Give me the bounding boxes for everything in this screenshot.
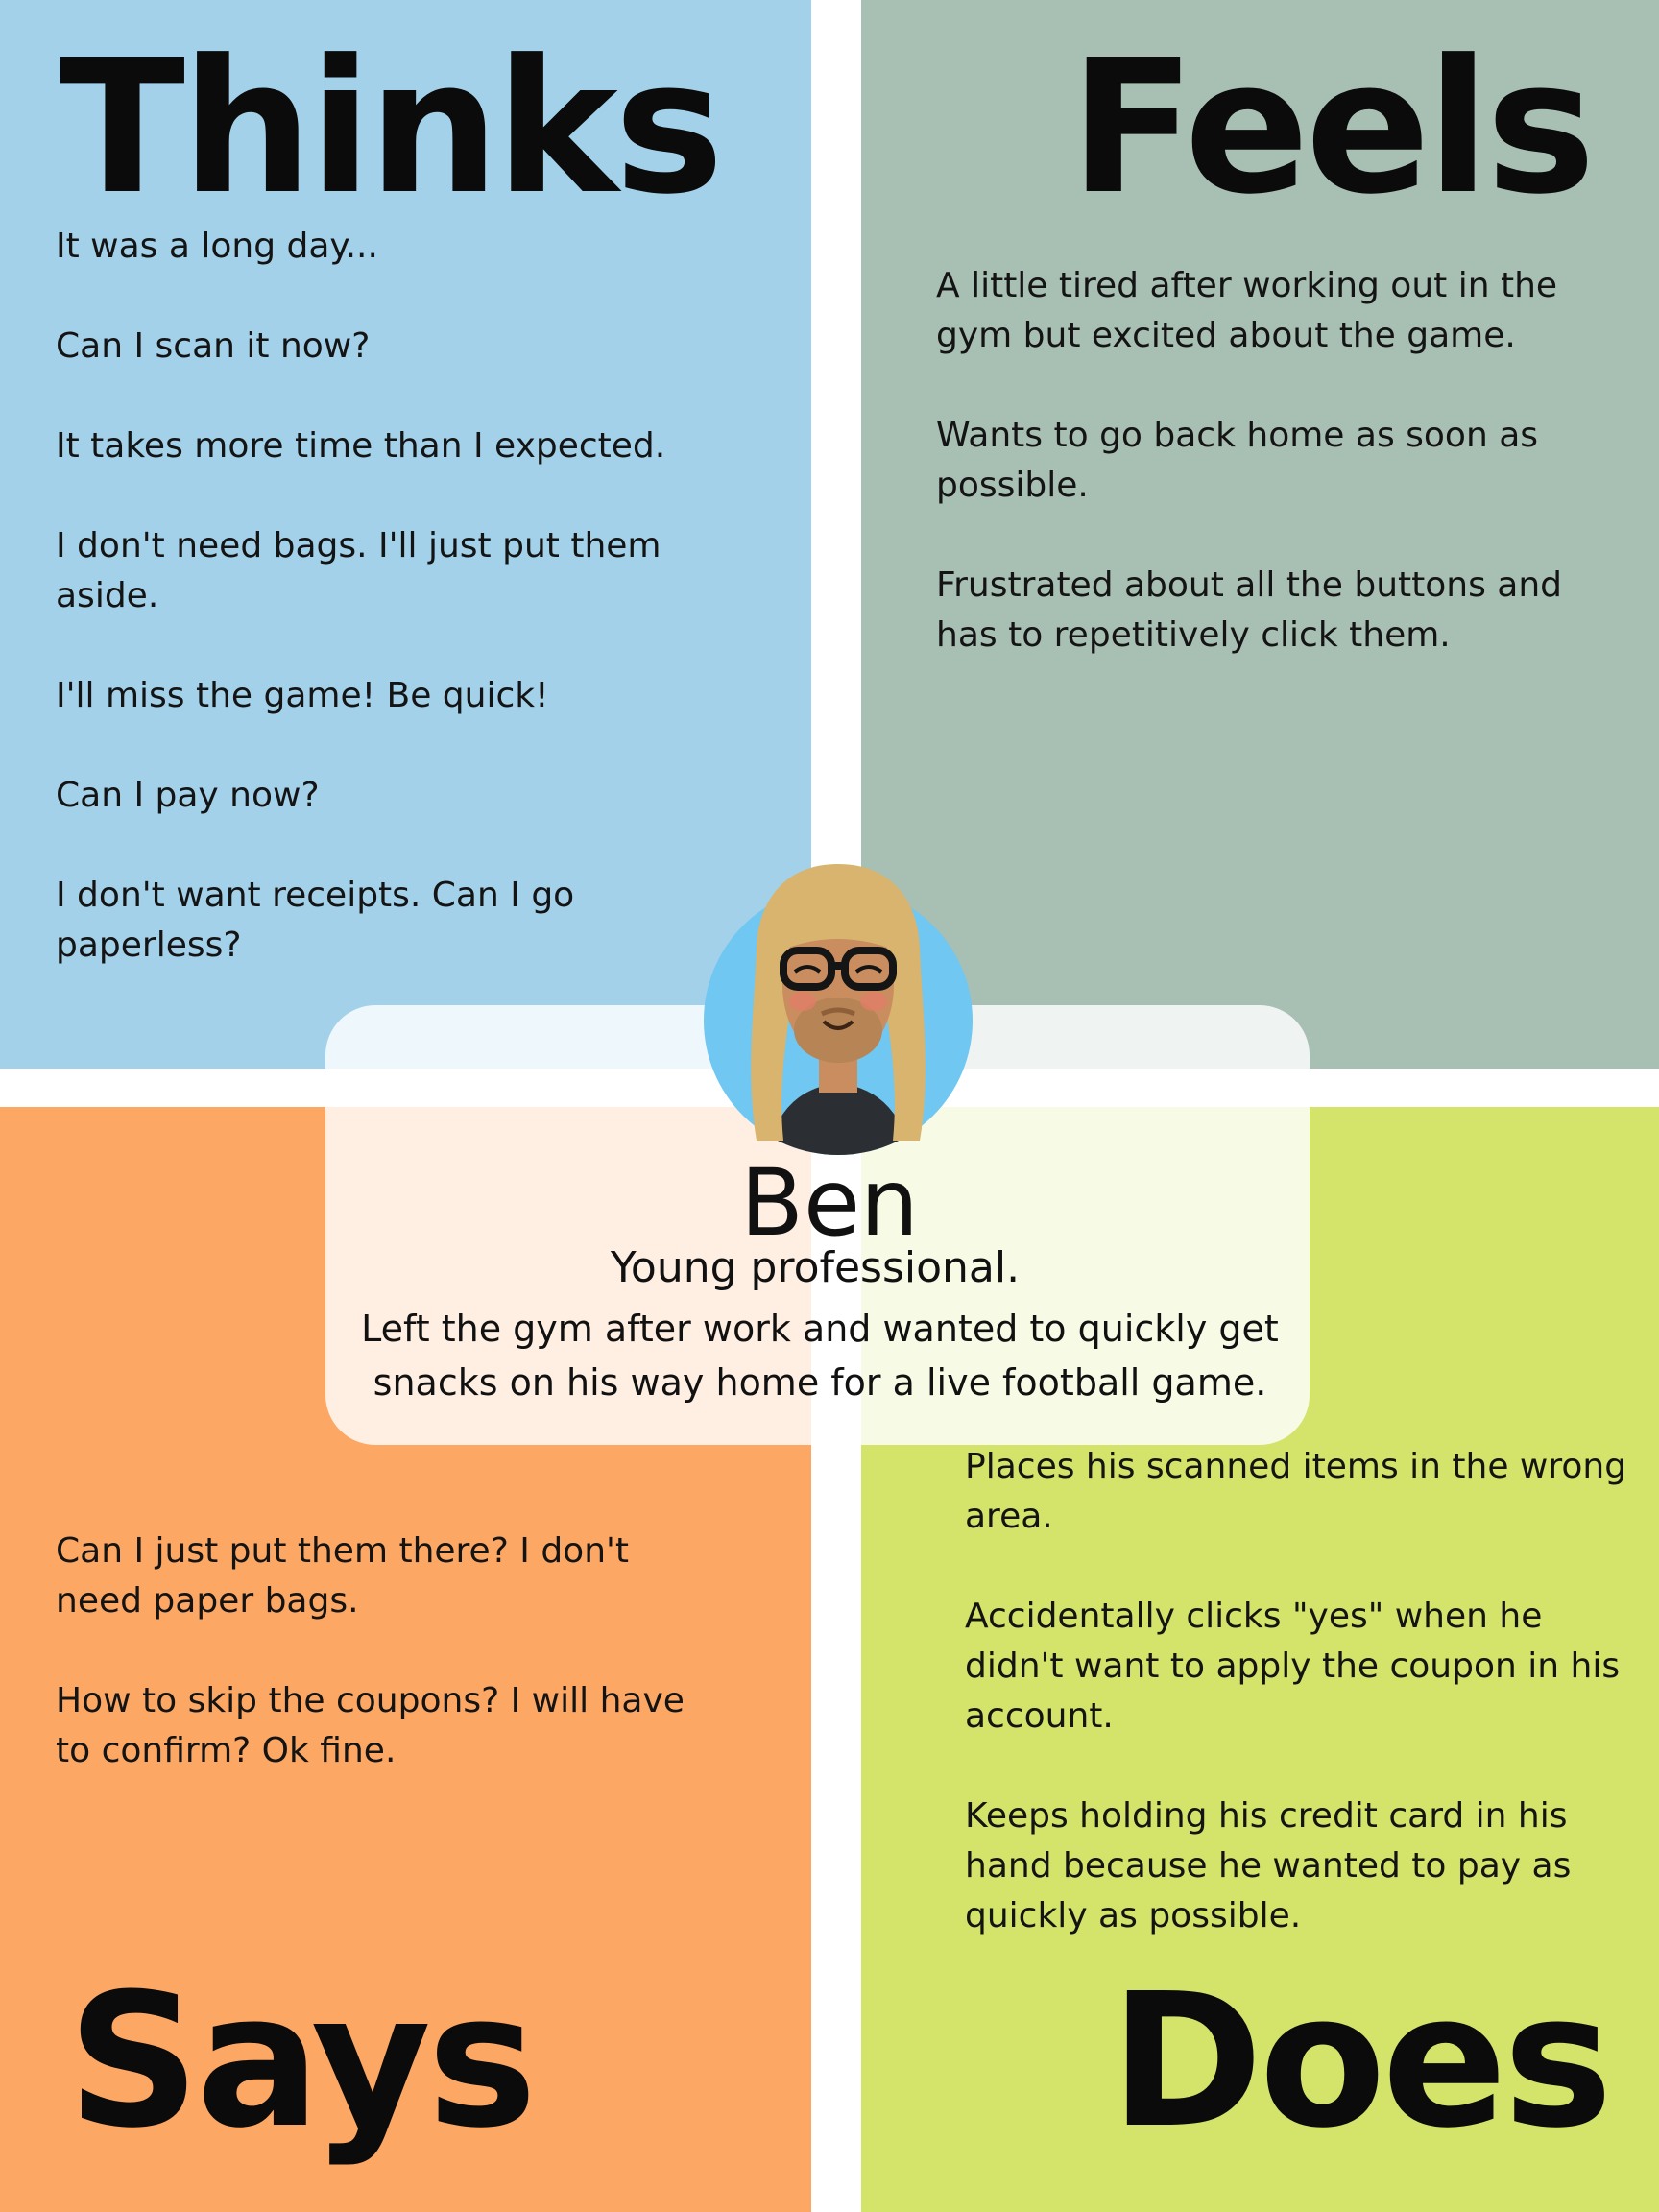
thinks-heading: Thinks [60, 21, 721, 235]
does-heading: Does [1110, 1955, 1609, 2169]
persona-role: Young professional. [610, 1243, 1021, 1292]
thinks-note: It was a long day... [56, 227, 378, 266]
says-heading: Says [67, 1955, 534, 2169]
persona-avatar-icon [699, 853, 977, 1166]
feels-heading: Feels [1070, 21, 1592, 235]
thinks-note: Can I scan it now? [56, 326, 371, 366]
does-notes-list [965, 1442, 1627, 1941]
says-note: How to skip the coupons? I will have to confirm? Ok fine. [56, 1681, 685, 1770]
thinks-note: I'll miss the game! Be quick! [56, 676, 549, 715]
says-note: Can I just put them there? I don't need paper bags. [56, 1531, 630, 1621]
does-note: Keeps holding his credit card in his hand because he wanted to pay as quickly as possible. [965, 1796, 1572, 1936]
feels-notes-list [936, 261, 1599, 661]
thinks-note: Can I pay now? [56, 776, 320, 815]
does-note: Places his scanned items in the wrong area. [965, 1447, 1627, 1536]
does-note: Accidentally clicks "yes" when he didn't want to apply the coupon in his account. [965, 1597, 1621, 1736]
persona-description-line: Left the gym after work and wanted to quickly get [361, 1308, 1279, 1350]
thinks-note: It takes more time than I expected. [56, 426, 666, 466]
persona-name: Ben [740, 1149, 919, 1257]
thinks-notes-list [56, 222, 718, 971]
persona-description-line: snacks on his way home for a live football game. [373, 1361, 1267, 1404]
persona-description [325, 1302, 1314, 1409]
feels-note: Wants to go back home as soon as possible. [936, 416, 1539, 505]
thinks-note: I don't want receipts. Can I go paperless? [56, 876, 575, 965]
thinks-note: I don't need bags. I'll just put them aside. [56, 526, 661, 615]
says-notes-list [56, 1527, 718, 1776]
feels-note: A little tired after working out in the gym but excited about the game. [936, 266, 1558, 355]
feels-note: Frustrated about all the buttons and has to repetitively click them. [936, 565, 1563, 655]
